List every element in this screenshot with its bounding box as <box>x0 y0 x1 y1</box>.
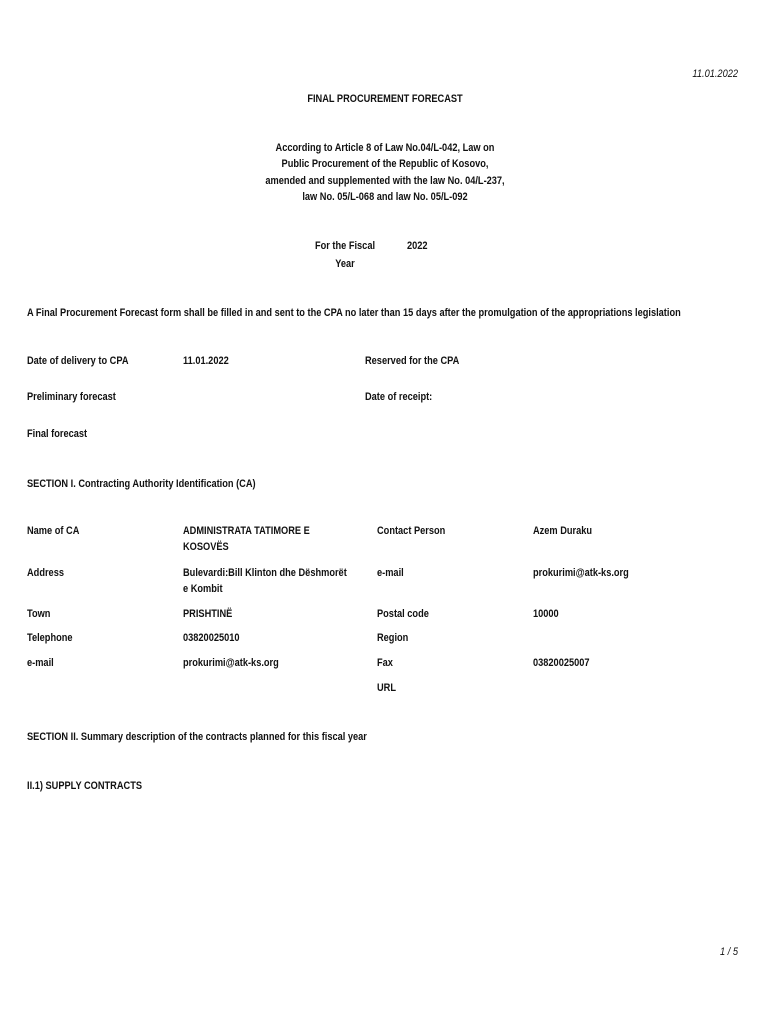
preliminary-forecast-label: Preliminary forecast <box>27 391 116 403</box>
header-date: 11.01.2022 <box>692 68 738 80</box>
legal-basis-line: According to Article 8 of Law No.04/L-042, Law on <box>275 142 495 154</box>
fiscal-year-label: Year <box>335 258 355 270</box>
town-label: Town <box>27 608 51 620</box>
fiscal-year-label: For the Fiscal <box>314 240 376 252</box>
fiscal-year-value: 2022 <box>407 240 428 252</box>
supply-contracts-heading: II.1) SUPPLY CONTRACTS <box>27 780 143 792</box>
email-label: e-mail <box>27 657 54 669</box>
address-label: Address <box>27 567 64 579</box>
delivery-date-value: 11.01.2022 <box>183 355 229 367</box>
name-of-ca-label: Name of CA <box>27 525 80 537</box>
delivery-date-label: Date of delivery to CPA <box>27 355 129 367</box>
postal-code-label: Postal code <box>377 608 429 620</box>
contact-person-value: Azem Duraku <box>533 525 593 537</box>
name-of-ca-value: ADMINISTRATA TATIMORE E <box>183 525 310 537</box>
fax-value: 03820025007 <box>533 657 590 669</box>
contact-person-label: Contact Person <box>377 525 446 537</box>
legal-basis-line: amended and supplemented with the law No. 04/L-237, <box>265 175 505 187</box>
legal-basis-line: law No. 05/L-068 and law No. 05/L-092 <box>302 191 468 203</box>
document-title: FINAL PROCUREMENT FORECAST <box>307 93 463 105</box>
section-ii-heading: SECTION II. Summary description of the contracts planned for this fiscal year <box>27 731 367 743</box>
name-of-ca-value: KOSOVËS <box>183 541 229 553</box>
region-label: Region <box>377 632 409 644</box>
contact-email-label: e-mail <box>377 567 404 579</box>
email-value: prokurimi@atk-ks.org <box>183 657 279 669</box>
page-number: 1 / 5 <box>720 946 738 958</box>
postal-code-value: 10000 <box>533 608 559 620</box>
fax-label: Fax <box>377 657 393 669</box>
address-value: e Kombit <box>183 583 223 595</box>
url-label: URL <box>377 682 396 694</box>
legal-basis-line: Public Procurement of the Republic of Kosovo, <box>281 158 489 170</box>
date-of-receipt-label: Date of receipt: <box>365 391 433 403</box>
contact-email-value: prokurimi@atk-ks.org <box>533 567 629 579</box>
town-value: PRISHTINË <box>183 608 233 620</box>
telephone-value: 03820025010 <box>183 632 240 644</box>
final-forecast-label: Final forecast <box>27 428 88 440</box>
instruction-text: A Final Procurement Forecast form shall be filled in and sent to the CPA no later than 15 days after the promulgation of the appropriations legislation <box>27 307 681 319</box>
telephone-label: Telephone <box>27 632 73 644</box>
address-value: Bulevardi:Bill Klinton dhe Dëshmorët <box>183 567 347 579</box>
section-i-heading: SECTION I. Contracting Authority Identification (CA) <box>27 478 256 490</box>
reserved-cpa-label: Reserved for the CPA <box>365 355 460 367</box>
